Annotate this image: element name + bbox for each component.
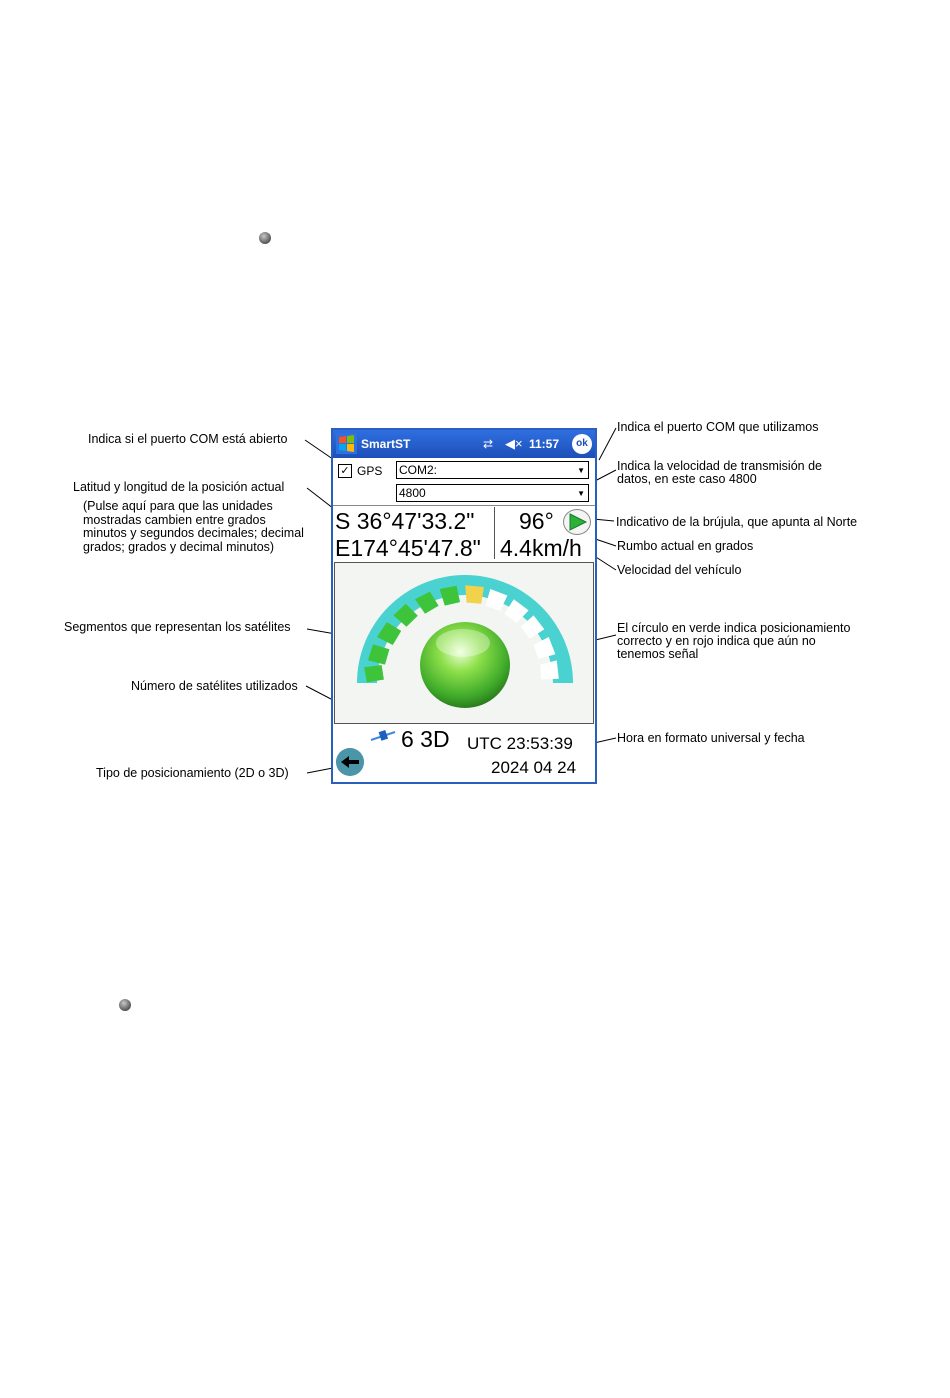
longitude-readout[interactable]: E174°45'47.8" [335,535,481,561]
chevron-down-icon[interactable]: ▼ [577,489,585,498]
chevron-down-icon[interactable]: ▼ [577,466,585,475]
gps-label: GPS [357,464,383,478]
satellite-segment [540,660,559,679]
speed-readout: 4.4km/h [500,535,582,561]
satellite-count-fix-type: 6 3D [401,726,450,752]
annotation-utc: Hora en formato universal y fecha [617,731,805,745]
baud-rate-select[interactable] [396,484,589,502]
annotation-compass: Indicativo de la brújula, que apunta al Norte [616,515,858,529]
annotation-num-sats: Número de satélites utilizados [131,679,298,693]
latitude-readout[interactable]: S 36°47'33.2" [335,508,475,534]
annotation-lat-lon: Latitud y longitud de la posición actual [73,480,285,494]
app-title: SmartST [361,437,411,451]
gps-checkbox[interactable]: ✓ [338,464,352,478]
heading-readout: 96° [519,508,554,534]
annotation-baud: Indica la velocidad de transmisión de datos, en este caso 4800 [617,459,822,486]
back-arrow-button[interactable] [336,748,364,776]
compass-icon [563,509,591,535]
annotation-heading: Rumbo actual en grados [617,539,754,553]
annotation-com-port: Indica el puerto COM que utilizamos [617,420,819,434]
windows-start-icon[interactable] [336,433,357,454]
annotation-segments: Segmentos que representan los satélites [64,620,291,634]
satellite-segment [465,585,484,603]
utc-date: 2024 04 24 [491,758,577,777]
com-port-value: COM2: [399,463,438,477]
device-screen [331,428,597,784]
satellite-icon [370,728,396,744]
annotation-speed: Velocidad del vehículo [617,563,742,577]
satellite-segment [364,665,384,682]
ok-button[interactable]: ok [572,434,592,454]
satellite-gauge-panel [334,562,594,724]
clock: 11:57 [529,437,560,451]
baud-rate-value: 4800 [399,486,426,500]
com-port-select[interactable] [396,461,589,479]
annotation-pulse-note: (Pulse aquí para que las unidades mostradas cambien entre grados minutos y segundos decimales; decimal grados; grados y decimal minutos) [83,499,304,554]
connectivity-icon[interactable]: ⇄ [483,437,494,451]
speaker-icon[interactable]: ◀× [505,436,523,451]
divider [494,507,495,559]
annotation-circle: El círculo en verde indica posicionamiento correcto y en rojo indica que aún no tenemos señal [617,621,851,661]
annotation-fix-type: Tipo de posicionamiento (2D o 3D) [96,766,289,780]
title-bar [333,430,595,458]
divider [333,505,595,506]
satellite-gauge [335,563,593,723]
utc-time: UTC 23:53:39 [467,734,573,753]
annotation-com-open: Indica si el puerto COM está abierto [88,432,288,446]
satellite-segment [440,586,460,606]
